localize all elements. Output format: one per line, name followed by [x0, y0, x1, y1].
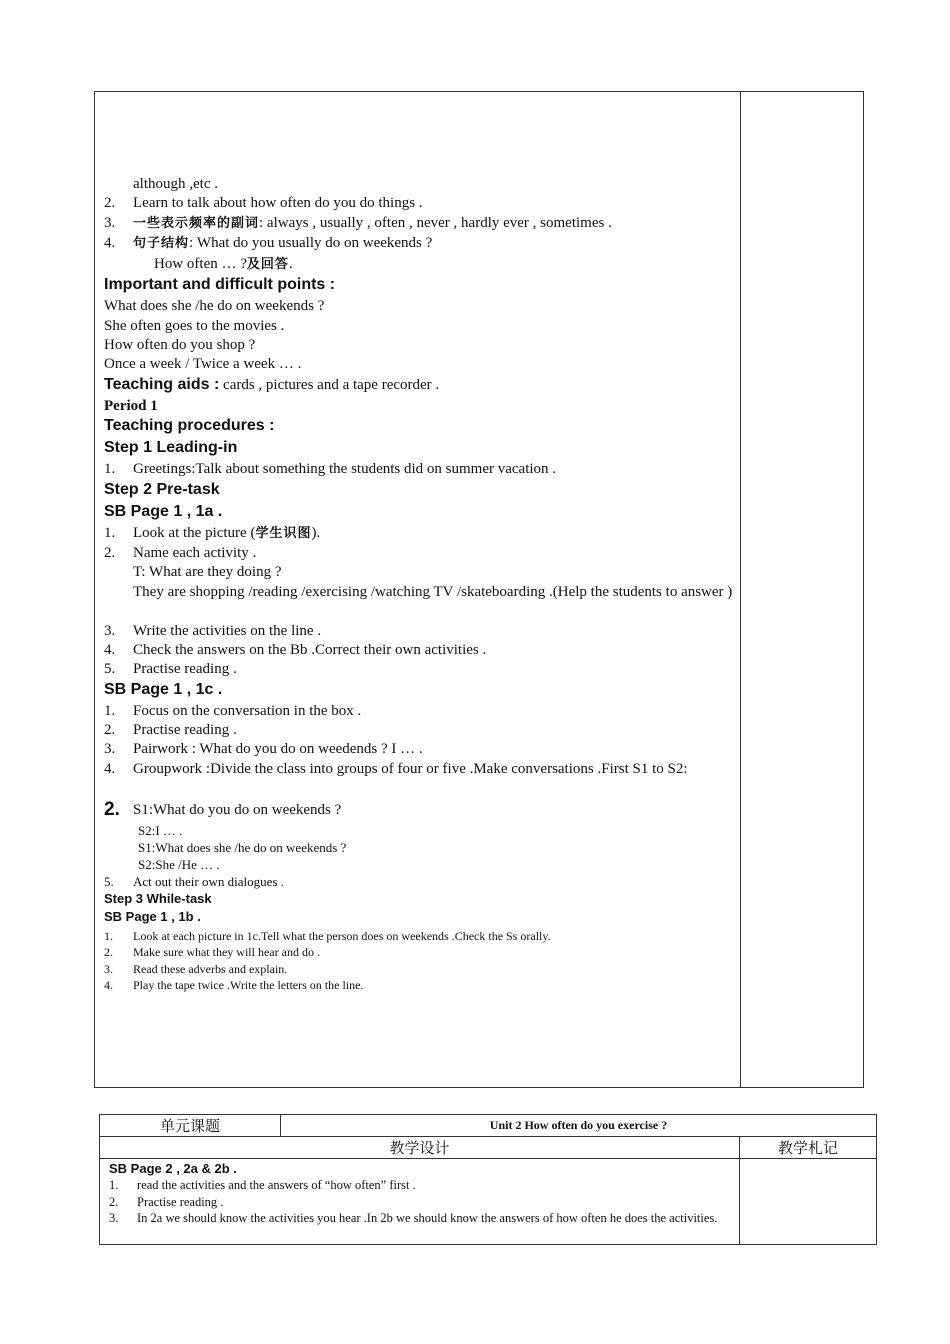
notes-column-divider	[740, 92, 741, 1087]
list-text: read the activities and the answers of “how often” first .	[137, 1178, 416, 1192]
list-num: 3.	[109, 1211, 119, 1225]
step-item: Check the answers on the Bb .Correct their own activities .	[133, 642, 487, 658]
important-line: Once a week / Twice a week … .	[104, 356, 302, 372]
list-num: 4.	[104, 235, 116, 251]
teaching-aids: Teaching aids : cards , pictures and a tape recorder .	[104, 376, 440, 393]
list-text: Practise reading .	[137, 1194, 224, 1209]
unit-label: 单元课题	[100, 1115, 281, 1137]
answer-line: They are shopping /reading /exercising /watching TV /skateboarding .(Help the students to answer )	[133, 584, 733, 600]
objective-4-sub: How often … ?及回答.	[154, 256, 293, 272]
step-item: Act out their own dialogues .	[133, 874, 284, 889]
procedures-heading: Teaching procedures :	[104, 417, 275, 434]
cjk-label: 句子结构	[133, 236, 190, 251]
design-list-item	[109, 1194, 731, 1211]
step-item: Look at the picture (学生识图).	[133, 525, 321, 541]
objective-3: 一些表示频率的副词: always , usually , often , never , hardly ever , sometimes .	[133, 215, 612, 231]
design-label: 教学设计	[100, 1137, 740, 1159]
step3-heading: Step 3 While-task	[104, 891, 212, 906]
important-line: She often goes to the movies .	[104, 318, 285, 334]
important-points-heading: Important and difficult points :	[104, 276, 336, 293]
design-items	[109, 1177, 731, 1227]
cjk-label: 一些表示频率的副词	[133, 216, 260, 231]
greetings-item: Greetings:Talk about something the students did on summer vacation .	[133, 461, 557, 477]
step-item: Groupwork :Divide the class into groups of four or five .Make conversations .First S1 to S2:	[133, 761, 688, 777]
list-num: 3.	[104, 215, 116, 231]
period-label: Period 1	[104, 398, 158, 414]
dialogue-line: S1:What do you do on weekends ?	[133, 802, 342, 818]
step2-heading: Step 2 Pre-task	[104, 481, 220, 498]
list-num: 1.	[109, 1178, 119, 1192]
list-num: 2.	[109, 1194, 119, 1209]
dialogue-line: S1:What does she /he do on weekends ?	[138, 840, 347, 855]
objective-2: Learn to talk about how often do you do things .	[133, 195, 423, 211]
list-num: 2.	[104, 195, 116, 211]
step-item: Practise reading .	[133, 722, 237, 738]
sb-1a-heading: SB Page 1 , 1a .	[104, 503, 223, 520]
dialogue-line: S2:I … .	[138, 823, 183, 838]
unit-title: Unit 2 How often do you exercise ?	[281, 1115, 877, 1137]
unit-table	[99, 1114, 877, 1245]
sb-1b-heading: SB Page 1 , 1b .	[104, 909, 201, 924]
step-item: Look at each picture in 1c.Tell what the person does on weekends .Check the Ss orally.	[133, 929, 551, 943]
step-item: Write the activities on the line .	[133, 623, 322, 639]
design-content	[100, 1159, 740, 1245]
line-although: although ,etc .	[133, 176, 218, 192]
sb-1c-heading: SB Page 1 , 1c .	[104, 681, 223, 698]
step-item: Read these adverbs and explain.	[133, 962, 288, 976]
step-item: Make sure what they will hear and do .	[133, 945, 320, 959]
objective-4: 句子结构: What do you usually do on weekends ?	[133, 235, 433, 251]
teacher-question: T: What are they doing ?	[133, 564, 282, 580]
dialogue-line: S2:She /He … .	[138, 857, 220, 872]
step-item: Play the tape twice .Write the letters on the line.	[133, 978, 364, 992]
lesson-plan-box: although ,etc . 2. Learn to talk about how often do you do things . 3. 一些表示频率的副词: always , usually , often , never , hardly ever , sometimes . 4. 句子结构: What do you usually do on weekends ? How often … ?及回答. Important and difficult points : What does she /he do on weekends ? She often goes to the movies . How often do you shop ? Once a week / Twice a week … . Teaching aids : cards , pictures and a tape recorder . Period 1 Teaching procedures : Step 1 Leading-in 1. Greetings:Talk about something the students did on summer vacation . Step 2 Pre-task SB Page 1 , 1a . 1. Look at the picture (学生识图). 2. Name each activity . T: What are they doing ? They are shopping /reading /exercising /watching TV /skateboarding .(Help the students to answer ) 3. Write the activities on the line . 4. Check the answers on the Bb .Correct their own activities . 5. Practise reading . SB Page 1 , 1c . 1. Focus on the conversation in the box . 2. Practise reading . 3. Pairwork : What do you do on weedends ? I … . 4. Groupwork :Divide the class into groups of four or five .Make conversations .First S1 to S2: 2. S1:What do you do on weekends ? S2:I … . S1:What does she /he do on weekends ? S2:She /He … . 5. Act out their own dialogues . Step 3 While-task SB Page 1 , 1b . 1. Look at each picture in 1c.Tell what the person does on weekends .Check the Ss orally. 2. Make sure what they will hear and do . 3. Read these adverbs and explain. 4. Play the tape twice .Write the letters on the line.	[94, 91, 864, 1088]
notes-cell	[740, 1159, 877, 1245]
list-text: In 2a we should know the activities you hear .In 2b we should know the answers of how often he does the activities.	[137, 1211, 718, 1225]
step-item: Focus on the conversation in the box .	[133, 703, 362, 719]
design-list-item	[109, 1177, 731, 1194]
step-item: Practise reading .	[133, 661, 237, 677]
design-list-item	[109, 1210, 731, 1227]
important-line: How often do you shop ?	[104, 337, 256, 353]
step1-heading: Step 1 Leading-in	[104, 439, 238, 456]
important-line: What does she /he do on weekends ?	[104, 298, 325, 314]
step-item: Name each activity .	[133, 545, 257, 561]
sb-2a-heading: SB Page 2 , 2a & 2b .	[109, 1161, 237, 1176]
step-item: Pairwork : What do you do on weedends ? I … .	[133, 741, 423, 757]
notes-label: 教学札记	[740, 1137, 877, 1159]
